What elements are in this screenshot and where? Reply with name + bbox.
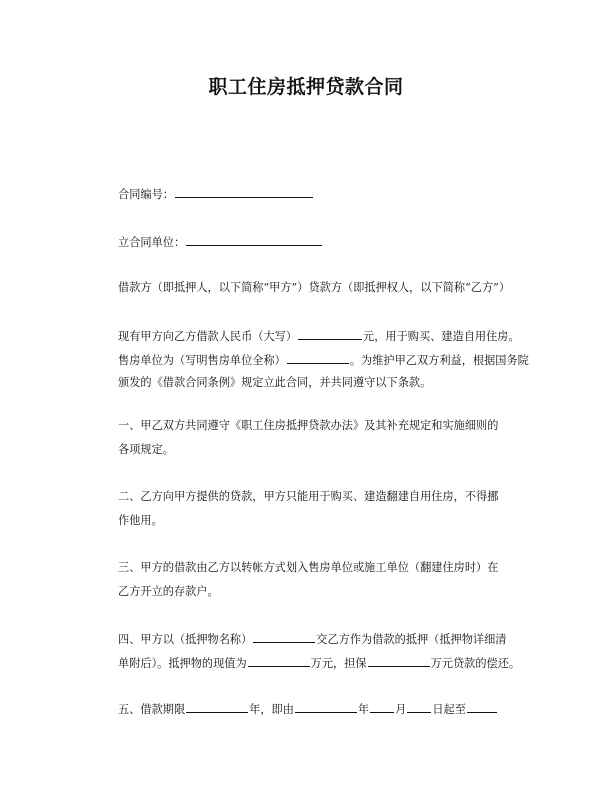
document-title: 职工住房抵押贷款合同 bbox=[208, 76, 404, 98]
start-year-field[interactable] bbox=[295, 701, 357, 713]
contract-number-field[interactable] bbox=[175, 186, 313, 198]
parties-line: 借款方（即抵押人，以下简称“甲方”）贷款方（即抵押权人，以下简称“乙方”） bbox=[118, 281, 511, 294]
contract-unit-line bbox=[118, 234, 323, 250]
clause4-text-1a: 四、甲方以（抵押物名称） bbox=[118, 633, 253, 646]
contract-unit-label: 立合同单位： bbox=[118, 236, 186, 249]
contract-number-label: 合同编号： bbox=[118, 188, 174, 201]
contract-number-line bbox=[118, 186, 314, 202]
clause1-line-2: 各项规定。 bbox=[118, 443, 174, 456]
clause4-text-1b: 交乙方作为借款的抵押（抵押物详细清 bbox=[316, 633, 507, 646]
collateral-name-field[interactable] bbox=[253, 631, 315, 643]
collateral-value-field[interactable] bbox=[248, 655, 310, 667]
end-date-field[interactable] bbox=[467, 701, 497, 713]
intro-line-1 bbox=[118, 328, 520, 344]
clause2-line-1: 二、乙方向甲方提供的贷款，甲方只能用于购买、建造翻建自用住房，不得挪 bbox=[118, 490, 499, 503]
contract-unit-field[interactable] bbox=[186, 234, 322, 246]
clause4-line-1 bbox=[118, 631, 506, 647]
start-day-field[interactable] bbox=[407, 701, 431, 713]
clause4-text-2c: 万元贷款的偿还。 bbox=[430, 657, 521, 670]
clause3-line-2: 乙方开立的存款户。 bbox=[118, 585, 219, 598]
intro-line-2 bbox=[118, 352, 529, 368]
intro-line-3: 颁发的《借款合同条例》规定立此合同，并共同遵守以下条款。 bbox=[118, 376, 432, 389]
clause5-text-a: 五、借款期限 bbox=[118, 703, 186, 716]
clause2-line-2: 作他用。 bbox=[118, 514, 163, 527]
intro-text-2b: 。为维护甲乙双方利益，根据国务院 bbox=[349, 354, 529, 367]
intro-text-1a: 现有甲方向乙方借款人民币（大写） bbox=[118, 330, 298, 343]
intro-text-2a: 售房单位为（写明售房单位全称） bbox=[118, 354, 286, 367]
start-month-field[interactable] bbox=[370, 701, 394, 713]
clause4-text-2a: 单附后）。抵押物的现值为 bbox=[118, 657, 247, 670]
clause5-line-1 bbox=[118, 701, 498, 717]
clause5-text-c: 年 bbox=[357, 703, 370, 716]
loan-term-years-field[interactable] bbox=[186, 701, 248, 713]
clause5-text-d: 月 bbox=[395, 703, 407, 716]
clause5-text-e: 日起至 bbox=[432, 703, 466, 716]
clause1-line-1: 一、甲乙双方共同遵守《职工住房抵押贷款办法》及其补充规定和实施细则的 bbox=[118, 419, 499, 432]
clause5-text-b: 年，即由 bbox=[249, 703, 294, 716]
seller-name-field[interactable] bbox=[287, 352, 349, 364]
clause4-line-2 bbox=[118, 655, 520, 671]
loan-amount-field[interactable] bbox=[298, 328, 362, 340]
clause4-text-2b: 万元，担保 bbox=[310, 657, 367, 670]
clause3-line-1: 三、甲方的借款由乙方以转帐方式划入售房单位或施工单位（翻建住房时）在 bbox=[118, 561, 499, 574]
intro-text-1b: 元，用于购买、建造自用住房。 bbox=[363, 330, 520, 343]
guaranteed-amount-field[interactable] bbox=[368, 655, 430, 667]
